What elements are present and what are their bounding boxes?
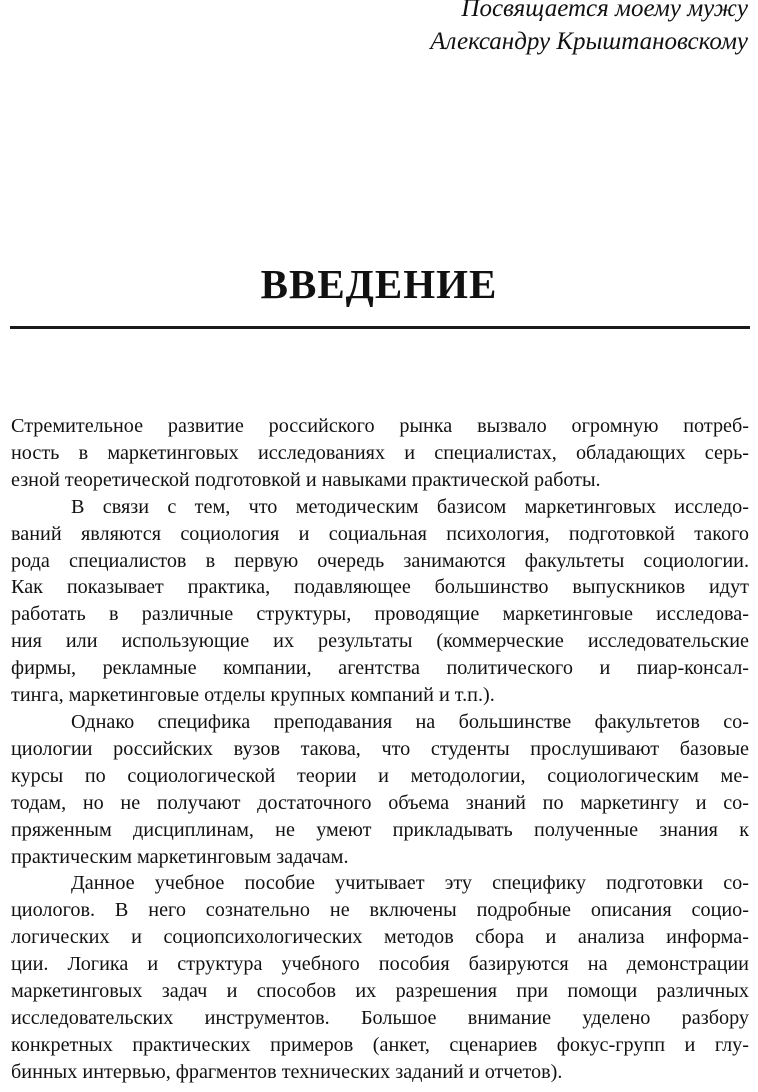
text-line: маркетинговых задач и способов их разрешения при помощи различных (11, 980, 749, 1003)
paragraph-2 (11, 494, 749, 709)
text-line: Стремительное развитие российского рынка вызвало огромную потреб- (11, 415, 749, 437)
paragraph-3 (11, 709, 749, 870)
text-line: тинга, маркетинговые отделы крупных компаний и т.п.). (11, 684, 495, 707)
title-divider (10, 326, 750, 329)
text-line: ность в маркетинговых исследованиях и специалистах, обладающих серь- (11, 441, 749, 464)
chapter-title: ВВЕДЕНИЕ (260, 261, 498, 307)
text-line: Однако специфика преподавания на большинстве факультетов со- (71, 710, 749, 733)
dedication (430, 0, 748, 58)
text-line: циологов. В него сознательно не включены подробные описания социо- (11, 899, 749, 922)
text-line: ваний являются социология и социальная психология, подготовкой такого (11, 522, 749, 545)
text-line: практическим маркетинговым задачам. (11, 845, 349, 868)
text-line: циологии российских вузов такова, что студенты прослушивают базовые (11, 737, 749, 760)
text-line: конкретных практических примеров (анкет, сценариев фокус-групп и глу- (11, 1033, 749, 1056)
text-line: ции. Логика и структура учебного пособия базируются на демонстрации (11, 953, 749, 976)
paragraph-4 (11, 870, 749, 1085)
text-line: Как показывает практика, подавляющее большинство выпускников идут (11, 576, 749, 599)
text-line: фирмы, рекламные компании, агентства политического и пиар-консал- (11, 657, 749, 680)
text-line: работать в различные структуры, проводящие маркетинговые исследова- (11, 603, 749, 626)
text-line: езной теоретической подготовкой и навыками практической работы. (11, 468, 601, 491)
text-line: тодам, но не получают достаточного объема знаний по маркетингу и со- (11, 791, 749, 814)
text-line: курсы по социологической теории и методологии, социологическим ме- (11, 764, 749, 787)
text-line: Данное учебное пособие учитывает эту специфику подготовки со- (71, 872, 749, 895)
paragraph-1 (11, 413, 749, 494)
text-line: рода специалистов в первую очередь занимаются факультеты социологии. (11, 549, 749, 572)
text-line: бинных интервью, фрагментов технических заданий и отчетов). (11, 1060, 563, 1083)
text-line: В связи с тем, что методическим базисом маркетинговых исследо- (71, 495, 749, 518)
dedication-line-1: Посвящается моему мужу (461, 0, 748, 22)
text-line: исследовательских инструментов. Большое внимание уделено разбору (11, 1006, 749, 1029)
text-line: пряженным дисциплинам, не умеют прикладывать полученные знания к (11, 818, 749, 841)
dedication-line-2: Александру Крыштановскому (430, 28, 748, 55)
text-line: логических и социопсихологических методов сбора и анализа информа- (11, 926, 749, 949)
body-text (11, 413, 749, 1086)
text-line: ния или использующие их результаты (коммерческие исследовательские (11, 630, 749, 653)
